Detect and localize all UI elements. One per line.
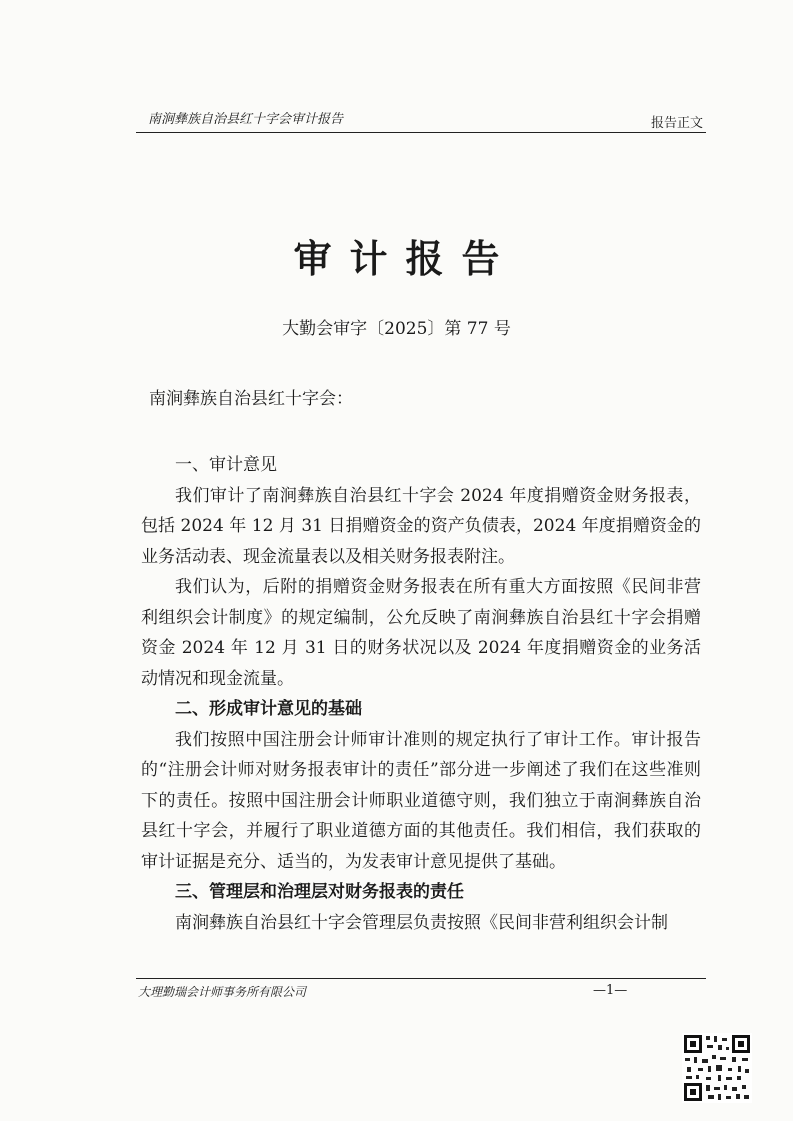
header-right: 报告正文 xyxy=(650,116,703,131)
section-heading-responsibility: 三、管理层和治理层对财务报表的责任 xyxy=(175,882,464,902)
paragraph: 我们认为，后附的捐赠资金财务报表在所有重大方面按照《民间非营利组织会计制度》的规定编制，公允反映了南涧彝族自治县红十字会捐赠资金 2024 年 12 月 31 日的财务状况以及 2024 年度捐赠资金的业务活动情况和现金流量。 xyxy=(141,577,701,689)
footer-rule xyxy=(136,978,706,979)
document-number: 大勤会审字〔2025〕第 77 号 xyxy=(282,319,511,339)
addressee: 南涧彝族自治县红十字会： xyxy=(149,389,353,409)
page-number: —1— xyxy=(593,983,628,998)
header-rule xyxy=(136,132,706,133)
section-heading-basis: 二、形成审计意见的基础 xyxy=(175,699,362,719)
qr-code-icon xyxy=(682,1033,752,1103)
section-heading-opinion: 一、审计意见 xyxy=(175,455,277,475)
paragraph: 我们按照中国注册会计师审计准则的规定执行了审计工作。审计报告的“注册会计师对财务报表审计的责任”部分进一步阐述了我们在这些准则下的责任。按照中国注册会计师职业道德守则，我们独立于南涧彝族自治县红十字会，并履行了职业道德方面的其他责任。我们相信，我们获取的审计证据是充分、适当的，为发表审计意见提供了基础。 xyxy=(141,729,701,872)
paragraph: 我们审计了南涧彝族自治县红十字会 2024 年度捐赠资金财务报表，包括 2024 年 12 月 31 日捐赠资金的资产负债表，2024 年度捐赠资金的业务活动表、现金流量表以及相关财务报表附注。 xyxy=(141,485,701,567)
report-body xyxy=(141,450,701,938)
header-left: 南涧彝族自治县红十字会审计报告 xyxy=(148,112,344,127)
page-title: 审计报告 xyxy=(293,236,518,281)
footer-firm-name: 大理勤瑞会计师事务所有限公司 xyxy=(138,985,307,999)
paragraph: 南涧彝族自治县红十字会管理层负责按照《民间非营利组织会计制 xyxy=(175,912,668,933)
